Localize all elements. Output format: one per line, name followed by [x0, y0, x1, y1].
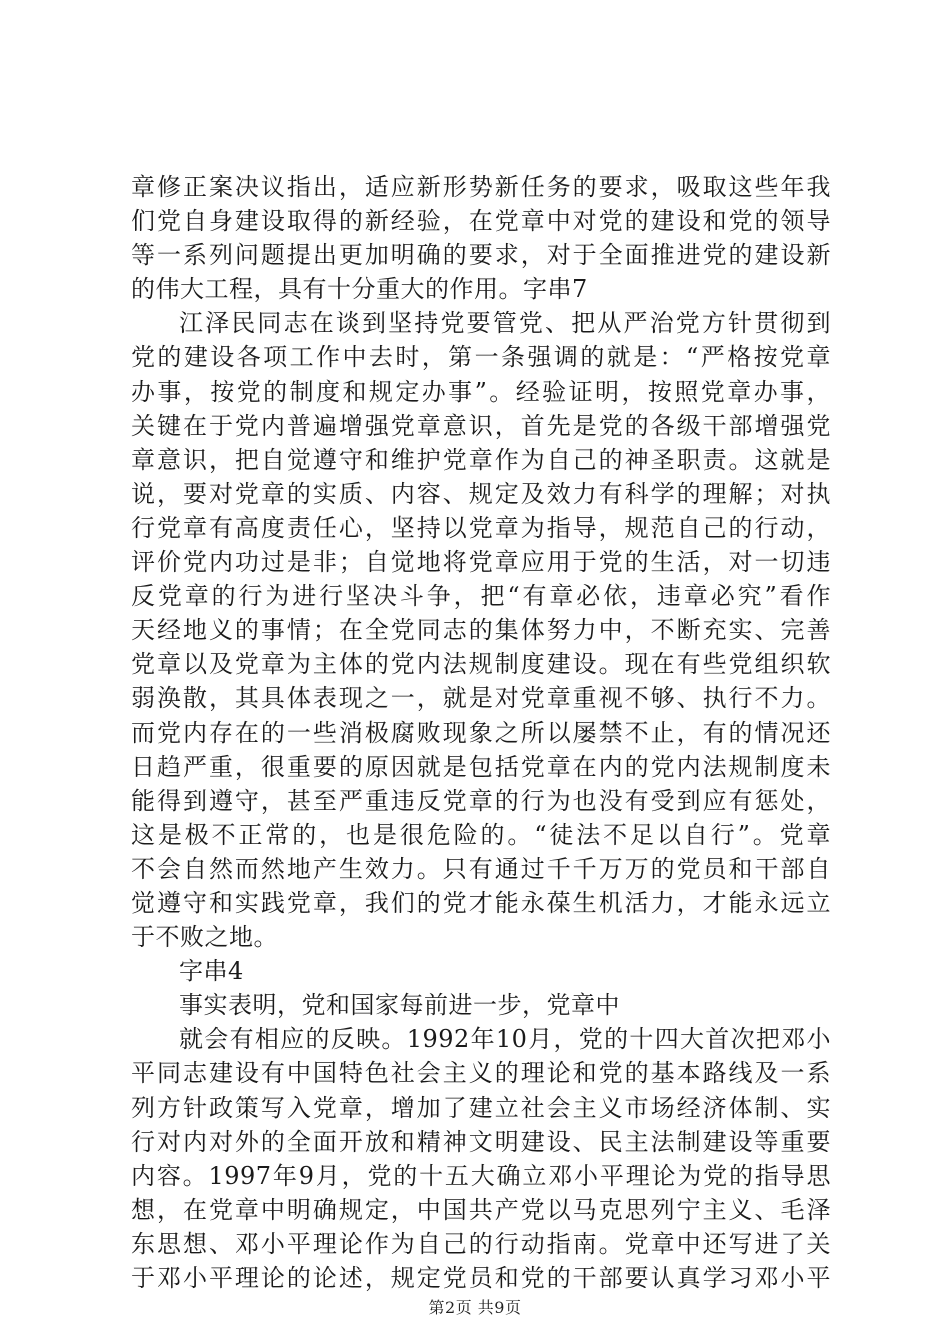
text-line: 反党章的行为进行坚决斗争，把“有章必依，违章必究”看作	[131, 582, 831, 611]
text-line: 觉遵守和实践党章，我们的党才能永葆生机活力，才能永远立	[131, 888, 831, 917]
text-line: 党章以及党章为主体的党内法规制度建设。现在有些党组织软	[131, 650, 831, 679]
text-line: 于不败之地。	[131, 923, 278, 952]
text-line: 内容。1997年9月，党的十五大确立邓小平理论为党的指导思	[131, 1161, 831, 1190]
text-line: 关键在于党内普遍增强党章意识，首先是党的各级干部增强党	[131, 411, 831, 440]
text-line: 章修正案决议指出，适应新形势新任务的要求，吸取这些年我	[131, 173, 831, 201]
text-line: 平同志建设有中国特色社会主义的理论和党的基本路线及一系	[131, 1059, 831, 1088]
text-line: 弱涣散，其具体表现之一，就是对党章重视不够、执行不力。	[131, 684, 831, 713]
body-text	[131, 170, 831, 1295]
text-line: 的伟大工程，具有十分重大的作用。字串7	[131, 275, 588, 304]
text-line: 评价党内功过是非；自觉地将党章应用于党的生活，对一切违	[131, 548, 831, 577]
text-line: 说，要对党章的实质、内容、规定及效力有科学的理解；对执	[131, 479, 831, 508]
text-line: 不会自然而然地产生效力。只有通过千千万万的党员和干部自	[131, 854, 831, 883]
paragraph-start-line: 江泽民同志在谈到坚持党要管党、把从严治党方针贯彻到	[179, 309, 831, 338]
paragraph-start-line: 字串4	[179, 957, 244, 986]
text-line: 行对内对外的全面开放和精神文明建设、民主法制建设等重要	[131, 1127, 831, 1156]
paragraph-start-line: 就会有相应的反映。1992年10月，党的十四大首次把邓小	[179, 1025, 831, 1054]
text-line: 章意识，把自觉遵守和维护党章作为自己的神圣职责。这就是	[131, 445, 831, 474]
text-line: 行党章有高度责任心，坚持以党章为指导，规范自己的行动，	[131, 513, 831, 542]
text-line: 办事，按党的制度和规定办事”。经验证明，按照党章办事，	[131, 377, 831, 406]
text-line: 列方针政策写入党章，增加了建立社会主义市场经济体制、实	[131, 1093, 831, 1122]
text-line: 东思想、邓小平理论作为自己的行动指南。党章中还写进了关	[131, 1229, 831, 1258]
page-number-footer: 第2页 共9页	[428, 1298, 522, 1317]
text-line: 天经地义的事情；在全党同志的集体努力中，不断充实、完善	[131, 616, 831, 645]
text-line: 党的建设各项工作中去时，第一条强调的就是：“严格按党章	[131, 343, 831, 372]
text-line: 能得到遵守，甚至严重违反党章的行为也没有受到应有惩处，	[131, 786, 831, 815]
text-line: 于邓小平理论的论述，规定党员和党的干部要认真学习邓小平	[131, 1264, 831, 1292]
text-line: 想，在党章中明确规定，中国共产党以马克思列宁主义、毛泽	[131, 1195, 831, 1224]
text-line: 日趋严重，很重要的原因就是包括党章在内的党内法规制度未	[131, 752, 831, 781]
text-line: 等一系列问题提出更加明确的要求，对于全面推进党的建设新	[131, 241, 831, 270]
text-line: 而党内存在的一些消极腐败现象之所以屡禁不止，有的情况还	[131, 718, 831, 747]
paragraph-start-line: 事实表明，党和国家每前进一步，党章中	[179, 991, 620, 1020]
text-line: 这是极不正常的，也是很危险的。“徒法不足以自行”。党章	[131, 820, 831, 849]
text-line: 们党自身建设取得的新经验，在党章中对党的建设和党的领导	[131, 207, 831, 236]
